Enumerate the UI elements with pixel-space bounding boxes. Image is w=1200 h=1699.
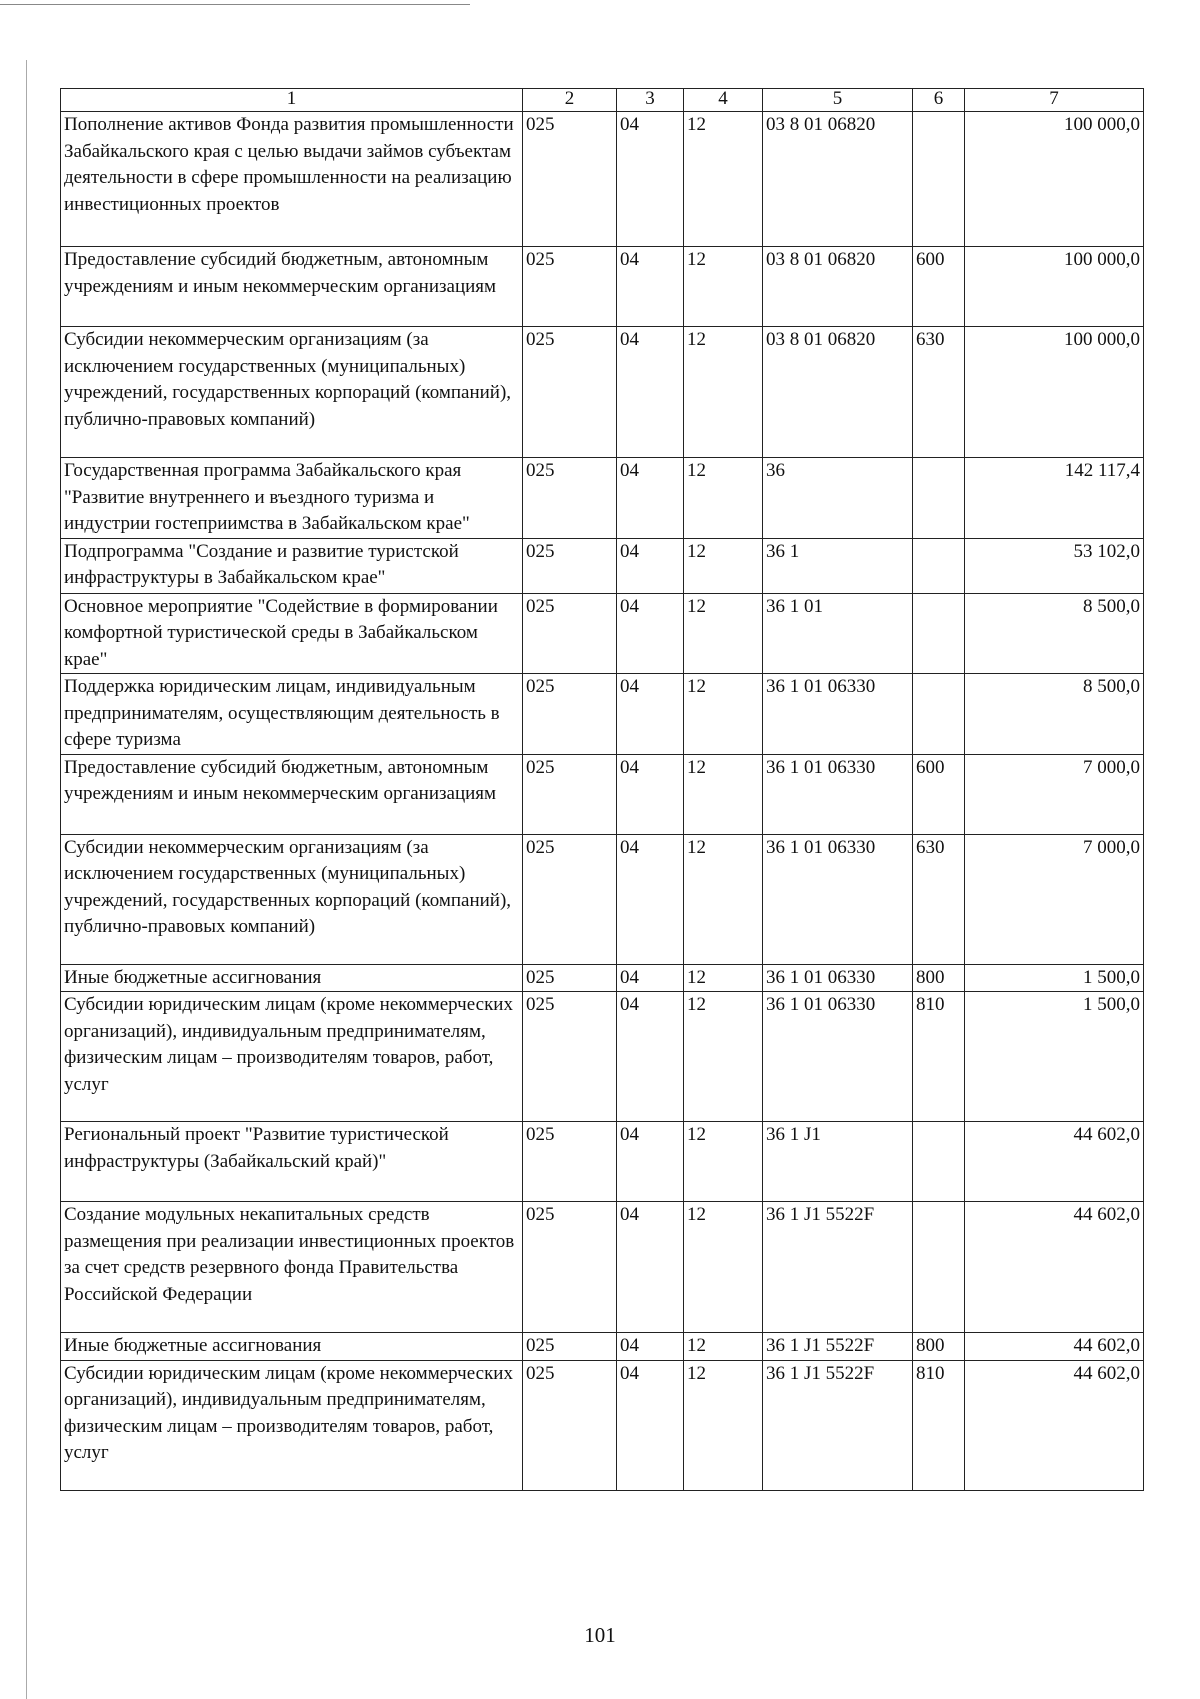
expense-type-cell <box>913 674 965 755</box>
amount-cell: 8 500,0 <box>965 593 1144 674</box>
amount-cell: 1 500,0 <box>965 992 1144 1122</box>
code-cell: 025 <box>523 1202 617 1333</box>
budget-page <box>60 88 1143 1491</box>
section-cell: 04 <box>617 992 684 1122</box>
target-article-cell: 36 1 <box>763 538 913 593</box>
expense-type-cell <box>913 112 965 247</box>
column-header: 6 <box>913 89 965 112</box>
subsection-cell: 12 <box>684 754 763 834</box>
expense-type-cell <box>913 538 965 593</box>
column-header: 7 <box>965 89 1144 112</box>
row-name-cell: Предоставление субсидий бюджетным, автономным учреждениям и иным некоммерческим организациям <box>61 247 523 327</box>
subsection-cell: 12 <box>684 992 763 1122</box>
target-article-cell: 36 1 01 06330 <box>763 834 913 964</box>
scan-edge-left <box>26 60 27 1699</box>
target-article-cell: 36 <box>763 458 913 539</box>
target-article-cell: 03 8 01 06820 <box>763 327 913 458</box>
table-row <box>61 593 1144 674</box>
section-cell: 04 <box>617 458 684 539</box>
code-cell: 025 <box>523 1333 617 1361</box>
expense-type-cell <box>913 458 965 539</box>
expense-type-cell: 630 <box>913 834 965 964</box>
section-cell: 04 <box>617 1202 684 1333</box>
table-row <box>61 327 1144 458</box>
row-name-cell: Пополнение активов Фонда развития промышленности Забайкальского края с целью выдачи займов субъектам деятельности в сфере промышленности на реализацию инвестиционных проектов <box>61 112 523 247</box>
row-name-cell: Государственная программа Забайкальского края "Развитие внутреннего и въездного туризма и индустрии гостеприимства в Забайкальском крае" <box>61 458 523 539</box>
section-cell: 04 <box>617 1360 684 1490</box>
target-article-cell: 36 1 01 06330 <box>763 992 913 1122</box>
code-cell: 025 <box>523 247 617 327</box>
row-name-cell: Субсидии юридическим лицам (кроме некоммерческих организаций), индивидуальным предпринимателям, физическим лицам – производителям товаров, работ, услуг <box>61 1360 523 1490</box>
target-article-cell: 36 1 01 06330 <box>763 964 913 992</box>
amount-cell: 53 102,0 <box>965 538 1144 593</box>
code-cell: 025 <box>523 1360 617 1490</box>
table-row <box>61 674 1144 755</box>
amount-cell: 100 000,0 <box>965 327 1144 458</box>
amount-cell: 8 500,0 <box>965 674 1144 755</box>
target-article-cell: 03 8 01 06820 <box>763 112 913 247</box>
code-cell: 025 <box>523 964 617 992</box>
section-cell: 04 <box>617 964 684 992</box>
table-row <box>61 834 1144 964</box>
amount-cell: 7 000,0 <box>965 754 1144 834</box>
subsection-cell: 12 <box>684 834 763 964</box>
row-name-cell: Субсидии некоммерческим организациям (за исключением государственных (муниципальных) учреждений, государственных корпораций (компаний), публично-правовых компаний) <box>61 834 523 964</box>
section-cell: 04 <box>617 754 684 834</box>
page-number: 101 <box>584 1623 616 1647</box>
column-header: 1 <box>61 89 523 112</box>
subsection-cell: 12 <box>684 247 763 327</box>
row-name-cell: Предоставление субсидий бюджетным, автономным учреждениям и иным некоммерческим организациям <box>61 754 523 834</box>
section-cell: 04 <box>617 538 684 593</box>
column-header: 3 <box>617 89 684 112</box>
expense-type-cell: 600 <box>913 247 965 327</box>
header-row <box>61 89 1144 112</box>
amount-cell: 1 500,0 <box>965 964 1144 992</box>
subsection-cell: 12 <box>684 1122 763 1202</box>
amount-cell: 100 000,0 <box>965 112 1144 247</box>
section-cell: 04 <box>617 674 684 755</box>
section-cell: 04 <box>617 247 684 327</box>
budget-table <box>60 88 1144 1491</box>
subsection-cell: 12 <box>684 964 763 992</box>
section-cell: 04 <box>617 593 684 674</box>
code-cell: 025 <box>523 992 617 1122</box>
code-cell: 025 <box>523 327 617 458</box>
amount-cell: 44 602,0 <box>965 1333 1144 1361</box>
expense-type-cell: 810 <box>913 1360 965 1490</box>
table-row <box>61 458 1144 539</box>
row-name-cell: Создание модульных некапитальных средств размещения при реализации инвестиционных проектов за счет средств резервного фонда Правительства Российской Федерации <box>61 1202 523 1333</box>
amount-cell: 44 602,0 <box>965 1360 1144 1490</box>
section-cell: 04 <box>617 834 684 964</box>
code-cell: 025 <box>523 538 617 593</box>
code-cell: 025 <box>523 1122 617 1202</box>
subsection-cell: 12 <box>684 674 763 755</box>
subsection-cell: 12 <box>684 1333 763 1361</box>
code-cell: 025 <box>523 834 617 964</box>
table-row <box>61 754 1144 834</box>
expense-type-cell: 800 <box>913 1333 965 1361</box>
expense-type-cell: 800 <box>913 964 965 992</box>
section-cell: 04 <box>617 1333 684 1361</box>
code-cell: 025 <box>523 754 617 834</box>
table-row <box>61 1360 1144 1490</box>
row-name-cell: Иные бюджетные ассигнования <box>61 964 523 992</box>
expense-type-cell: 810 <box>913 992 965 1122</box>
amount-cell: 7 000,0 <box>965 834 1144 964</box>
table-row <box>61 992 1144 1122</box>
target-article-cell: 36 1 01 06330 <box>763 754 913 834</box>
amount-cell: 100 000,0 <box>965 247 1144 327</box>
expense-type-cell: 600 <box>913 754 965 834</box>
expense-type-cell <box>913 1202 965 1333</box>
amount-cell: 142 117,4 <box>965 458 1144 539</box>
code-cell: 025 <box>523 458 617 539</box>
subsection-cell: 12 <box>684 1360 763 1490</box>
row-name-cell: Субсидии некоммерческим организациям (за исключением государственных (муниципальных) учреждений, государственных корпораций (компаний), публично-правовых компаний) <box>61 327 523 458</box>
target-article-cell: 36 1 J1 5522F <box>763 1333 913 1361</box>
section-cell: 04 <box>617 1122 684 1202</box>
subsection-cell: 12 <box>684 458 763 539</box>
table-row <box>61 538 1144 593</box>
row-name-cell: Иные бюджетные ассигнования <box>61 1333 523 1361</box>
column-header: 4 <box>684 89 763 112</box>
scan-edge-top <box>0 4 470 5</box>
target-article-cell: 36 1 01 06330 <box>763 674 913 755</box>
table-row <box>61 112 1144 247</box>
target-article-cell: 03 8 01 06820 <box>763 247 913 327</box>
target-article-cell: 36 1 J1 5522F <box>763 1360 913 1490</box>
code-cell: 025 <box>523 112 617 247</box>
target-article-cell: 36 1 J1 5522F <box>763 1202 913 1333</box>
row-name-cell: Поддержка юридическим лицам, индивидуальным предпринимателям, осуществляющим деятельность в сфере туризма <box>61 674 523 755</box>
amount-cell: 44 602,0 <box>965 1122 1144 1202</box>
subsection-cell: 12 <box>684 538 763 593</box>
column-header: 5 <box>763 89 913 112</box>
code-cell: 025 <box>523 593 617 674</box>
row-name-cell: Региональный проект "Развитие туристической инфраструктуры (Забайкальский край)" <box>61 1122 523 1202</box>
row-name-cell: Подпрограмма "Создание и развитие туристской инфраструктуры в Забайкальском крае" <box>61 538 523 593</box>
target-article-cell: 36 1 01 <box>763 593 913 674</box>
section-cell: 04 <box>617 327 684 458</box>
subsection-cell: 12 <box>684 1202 763 1333</box>
subsection-cell: 12 <box>684 593 763 674</box>
table-row <box>61 1202 1144 1333</box>
row-name-cell: Субсидии юридическим лицам (кроме некоммерческих организаций), индивидуальным предпринимателям, физическим лицам – производителям товаров, работ, услуг <box>61 992 523 1122</box>
row-name-cell: Основное мероприятие "Содействие в формировании комфортной туристической среды в Забайкальском крае" <box>61 593 523 674</box>
target-article-cell: 36 1 J1 <box>763 1122 913 1202</box>
expense-type-cell <box>913 593 965 674</box>
code-cell: 025 <box>523 674 617 755</box>
table-row <box>61 964 1144 992</box>
subsection-cell: 12 <box>684 112 763 247</box>
amount-cell: 44 602,0 <box>965 1202 1144 1333</box>
table-row <box>61 1333 1144 1361</box>
section-cell: 04 <box>617 112 684 247</box>
table-row <box>61 247 1144 327</box>
subsection-cell: 12 <box>684 327 763 458</box>
expense-type-cell <box>913 1122 965 1202</box>
table-row <box>61 1122 1144 1202</box>
expense-type-cell: 630 <box>913 327 965 458</box>
column-header: 2 <box>523 89 617 112</box>
